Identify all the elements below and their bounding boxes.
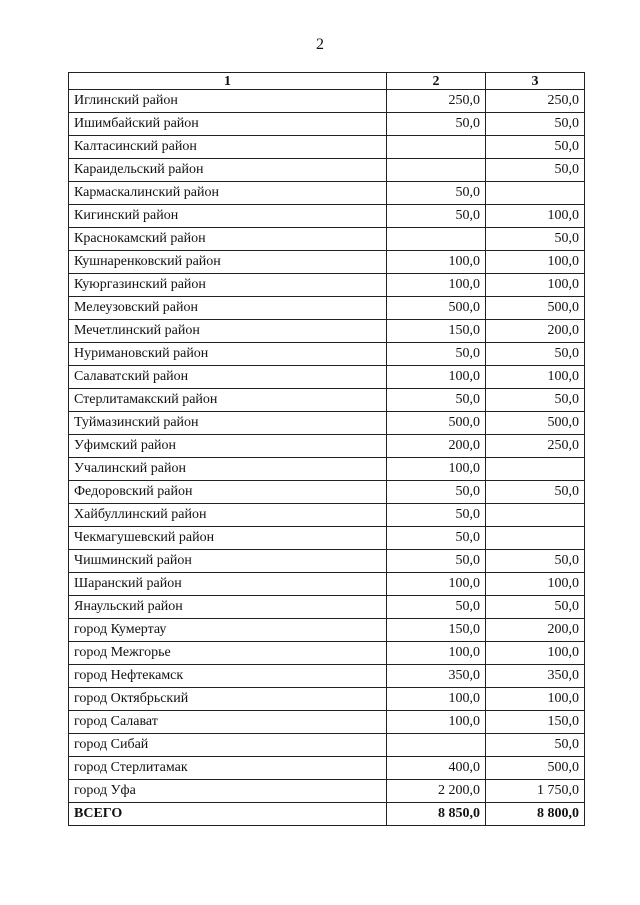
table-row [69, 504, 585, 527]
total-row [69, 803, 585, 826]
row-label: Караидельский район [69, 159, 387, 182]
row-value-col3: 50,0 [486, 136, 585, 159]
table-row [69, 136, 585, 159]
row-value-col2: 50,0 [387, 389, 486, 412]
row-label: город Кумертау [69, 619, 387, 642]
row-label: Уфимский район [69, 435, 387, 458]
row-label: Калтасинский район [69, 136, 387, 159]
table-row [69, 113, 585, 136]
row-label: Нуримановский район [69, 343, 387, 366]
row-value-col3: 100,0 [486, 642, 585, 665]
row-value-col3: 200,0 [486, 320, 585, 343]
row-label: Салаватский район [69, 366, 387, 389]
row-value-col2: 50,0 [387, 550, 486, 573]
table-row [69, 711, 585, 734]
row-value-col2: 100,0 [387, 274, 486, 297]
table-row [69, 619, 585, 642]
table-row [69, 343, 585, 366]
row-value-col3: 150,0 [486, 711, 585, 734]
row-value-col3 [486, 182, 585, 205]
row-value-col2: 100,0 [387, 366, 486, 389]
table-row [69, 274, 585, 297]
row-label: Иглинский район [69, 90, 387, 113]
row-label: Кушнаренковский район [69, 251, 387, 274]
row-value-col3: 50,0 [486, 343, 585, 366]
row-value-col2: 50,0 [387, 504, 486, 527]
row-value-col2: 100,0 [387, 458, 486, 481]
total-value-col2: 8 850,0 [387, 803, 486, 826]
row-label: Кармаскалинский район [69, 182, 387, 205]
row-label: Шаранский район [69, 573, 387, 596]
table-body [69, 90, 585, 803]
table-row [69, 90, 585, 113]
total-label: ВСЕГО [69, 803, 387, 826]
table-row [69, 688, 585, 711]
row-label: Краснокамский район [69, 228, 387, 251]
row-label: город Стерлитамак [69, 757, 387, 780]
table-row [69, 780, 585, 803]
table-row [69, 596, 585, 619]
row-value-col2: 400,0 [387, 757, 486, 780]
row-label: Мечетлинский район [69, 320, 387, 343]
row-value-col3: 1 750,0 [486, 780, 585, 803]
row-label: Туймазинский район [69, 412, 387, 435]
row-value-col3: 50,0 [486, 389, 585, 412]
row-value-col2: 250,0 [387, 90, 486, 113]
table-row [69, 251, 585, 274]
column-header-1: 1 [69, 73, 387, 90]
row-value-col2: 50,0 [387, 205, 486, 228]
row-value-col2 [387, 228, 486, 251]
table-row [69, 573, 585, 596]
row-value-col3: 100,0 [486, 251, 585, 274]
row-label: Куюргазинский район [69, 274, 387, 297]
row-value-col3: 100,0 [486, 688, 585, 711]
table-row [69, 481, 585, 504]
row-label: город Салават [69, 711, 387, 734]
table-row [69, 435, 585, 458]
row-value-col3: 500,0 [486, 412, 585, 435]
row-label: Янаульский район [69, 596, 387, 619]
row-value-col2: 100,0 [387, 688, 486, 711]
row-value-col3: 100,0 [486, 573, 585, 596]
row-label: Хайбуллинский район [69, 504, 387, 527]
row-value-col3: 50,0 [486, 481, 585, 504]
row-label: город Межгорье [69, 642, 387, 665]
table-row [69, 550, 585, 573]
row-value-col3: 350,0 [486, 665, 585, 688]
table-row [69, 205, 585, 228]
table-row [69, 412, 585, 435]
row-label: Федоровский район [69, 481, 387, 504]
row-value-col3: 100,0 [486, 274, 585, 297]
row-value-col2: 50,0 [387, 113, 486, 136]
row-label: Мелеузовский район [69, 297, 387, 320]
row-label: город Нефтекамск [69, 665, 387, 688]
row-label: Стерлитамакский район [69, 389, 387, 412]
row-value-col2 [387, 136, 486, 159]
row-value-col3: 100,0 [486, 205, 585, 228]
row-value-col2: 50,0 [387, 182, 486, 205]
row-value-col3: 50,0 [486, 734, 585, 757]
row-value-col3: 50,0 [486, 228, 585, 251]
row-label: Ишимбайский район [69, 113, 387, 136]
table-row [69, 734, 585, 757]
table-row [69, 389, 585, 412]
table-row [69, 665, 585, 688]
row-value-col2: 500,0 [387, 297, 486, 320]
row-value-col3: 250,0 [486, 90, 585, 113]
budget-table [68, 72, 585, 826]
row-value-col3 [486, 458, 585, 481]
row-value-col3 [486, 504, 585, 527]
table-row [69, 757, 585, 780]
row-value-col2: 50,0 [387, 527, 486, 550]
row-value-col3: 500,0 [486, 757, 585, 780]
table-header-row [69, 73, 585, 90]
row-value-col3: 50,0 [486, 159, 585, 182]
row-value-col2: 150,0 [387, 619, 486, 642]
page-number: 2 [316, 36, 324, 53]
column-header-3: 3 [486, 73, 585, 90]
row-value-col2: 100,0 [387, 251, 486, 274]
table-row [69, 297, 585, 320]
row-value-col3 [486, 527, 585, 550]
table-row [69, 642, 585, 665]
row-value-col2: 100,0 [387, 642, 486, 665]
row-value-col3: 100,0 [486, 366, 585, 389]
row-value-col3: 50,0 [486, 596, 585, 619]
table-row [69, 366, 585, 389]
row-value-col3: 50,0 [486, 550, 585, 573]
table-row [69, 458, 585, 481]
row-label: Учалинский район [69, 458, 387, 481]
table-row [69, 527, 585, 550]
table-row [69, 320, 585, 343]
row-value-col2 [387, 159, 486, 182]
row-value-col2: 50,0 [387, 481, 486, 504]
row-label: Кигинский район [69, 205, 387, 228]
total-value-col3: 8 800,0 [486, 803, 585, 826]
row-value-col2: 150,0 [387, 320, 486, 343]
row-label: Чекмагушевский район [69, 527, 387, 550]
row-value-col2: 50,0 [387, 343, 486, 366]
row-value-col2: 500,0 [387, 412, 486, 435]
row-value-col2 [387, 734, 486, 757]
row-value-col3: 200,0 [486, 619, 585, 642]
row-label: город Октябрьский [69, 688, 387, 711]
row-value-col2: 50,0 [387, 596, 486, 619]
column-header-2: 2 [387, 73, 486, 90]
table-row [69, 182, 585, 205]
table-row [69, 228, 585, 251]
row-value-col2: 2 200,0 [387, 780, 486, 803]
row-value-col2: 100,0 [387, 573, 486, 596]
row-value-col2: 350,0 [387, 665, 486, 688]
row-value-col3: 250,0 [486, 435, 585, 458]
table-row [69, 159, 585, 182]
row-value-col2: 100,0 [387, 711, 486, 734]
row-value-col3: 50,0 [486, 113, 585, 136]
row-value-col2: 200,0 [387, 435, 486, 458]
row-label: Чишминский район [69, 550, 387, 573]
row-label: город Сибай [69, 734, 387, 757]
row-label: город Уфа [69, 780, 387, 803]
row-value-col3: 500,0 [486, 297, 585, 320]
